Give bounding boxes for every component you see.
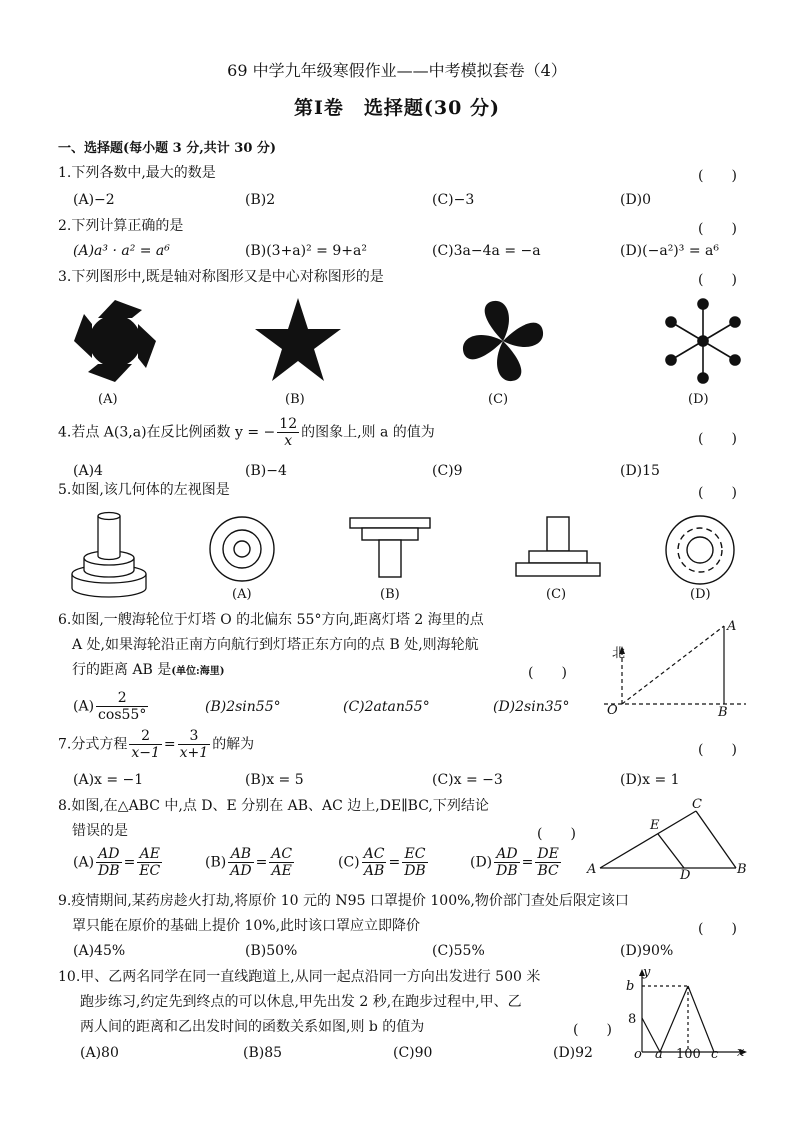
q6-o-label: O (607, 703, 618, 718)
q9-option-d[interactable]: (D)90% (620, 943, 674, 959)
star-icon (255, 298, 341, 381)
q4-option-a[interactable]: (A)4 (73, 463, 103, 479)
q3-figure-d[interactable] (658, 296, 748, 386)
q8-a-d2: EC (139, 863, 161, 880)
q8-b-n1: AB (228, 846, 253, 863)
q6-line1: 6.如图,一艘海轮位于灯塔 O 的北偏东 55°方向,距离灯塔 2 海里的点 (58, 612, 484, 628)
q8-line1: 8.如图,在△ABC 中,点 D、E 分别在 AB、AC 边上,DE∥BC,下列结论 (58, 798, 489, 814)
q8-c-pre: (C) (338, 854, 360, 871)
q7-option-d[interactable]: (D)x = 1 (620, 772, 680, 788)
q1-option-a[interactable]: (A)−2 (73, 192, 115, 208)
q10-b-label: b (626, 979, 635, 994)
q4-option-c[interactable]: (C)9 (432, 463, 463, 479)
q6-option-a-pre: (A) (73, 698, 95, 715)
q8-a-frac1 (96, 846, 122, 879)
q10-line1: 10.甲、乙两名同学在同一直线跑道上,从同一起点沿同一方向出发进行 500 米 (58, 969, 541, 985)
q5-view-d[interactable] (664, 514, 736, 586)
q5-view-b[interactable] (348, 515, 432, 579)
q8-b-d1: AD (230, 863, 252, 880)
q8-a-n2: AE (137, 846, 162, 863)
pinwheel-icon (463, 301, 543, 381)
q7-f2-den: x+1 (179, 745, 209, 762)
paper-title: 69 中学九年级寒假作业——中考模拟套卷（4） (227, 61, 567, 80)
q10-line3: 两人间的距离和乙出发时间的函数关系如图,则 b 的值为 (80, 1019, 425, 1035)
q8-a-n1: AD (96, 846, 122, 863)
q8-d-n2: DE (537, 846, 559, 862)
circle-with-quads-icon (74, 300, 156, 382)
q4-fraction (277, 416, 299, 449)
q7-f1-den: x−1 (131, 745, 160, 762)
q7-fraction-left (129, 728, 162, 761)
q5-label-a: (A) (232, 587, 252, 602)
q9-line1: 9.疫情期间,某药房趁火打劫,将原价 10 元的 N95 口罩提价 100%,物价部门查处后限定该口 (58, 893, 629, 909)
q8-d-d2: BC (537, 863, 559, 880)
q2-option-c[interactable]: (C)3a−4a = −a (432, 243, 541, 259)
q3-figure-b[interactable] (252, 294, 344, 386)
q8-b-frac2 (269, 846, 294, 879)
q8-c-d1: AB (363, 863, 385, 880)
q5-solid-figure (66, 508, 152, 600)
q8-c-n2: EC (402, 846, 428, 863)
q10-option-c[interactable]: (C)90 (393, 1045, 433, 1061)
q8-b-d2: AE (271, 863, 292, 880)
q7-eq: = (163, 736, 176, 753)
q7-f2-num: 3 (178, 728, 211, 745)
q10-answer-paren[interactable]: ( ) (573, 1022, 612, 1038)
q2-option-a[interactable]: (A)a³ · a² = a⁶ (73, 243, 170, 259)
q8-d-frac2 (535, 846, 560, 879)
q8-d-d1: DB (496, 863, 518, 880)
q6-a-label: A (727, 619, 737, 634)
q10-100-label: 100 (676, 1047, 701, 1062)
q7-option-a[interactable]: (A)x = −1 (73, 772, 144, 788)
q7-stem (58, 728, 254, 761)
q8-b-pre: (B) (205, 854, 227, 871)
q8-c-d2: DB (404, 863, 426, 880)
q6-line2: A 处,如果海轮沿正南方向航行到灯塔正东方向的点 B 处,则海轮航 (72, 637, 479, 653)
q1-answer-paren[interactable]: ( ) (698, 168, 737, 184)
q8-option-c[interactable] (338, 846, 430, 879)
q8-c-frac2 (402, 846, 428, 879)
q7-option-c[interactable]: (C)x = −3 (432, 772, 503, 788)
q8-option-b[interactable] (205, 846, 296, 879)
q9-option-a[interactable]: (A)45% (73, 943, 126, 959)
q2-option-b[interactable]: (B)(3+a)² = 9+a² (245, 243, 367, 259)
q10-eight-label: 8 (628, 1012, 637, 1027)
q10-c-label: c (711, 1047, 719, 1062)
q7-fraction-right (178, 728, 211, 761)
q1-option-d[interactable]: (D)0 (620, 192, 652, 208)
q9-line2: 罩只能在原价的基础上提价 10%,此时该口罩应立即降价 (72, 918, 421, 934)
q8-answer-paren[interactable]: ( ) (537, 826, 576, 842)
snowflake-icon (666, 299, 740, 383)
q8-a-eq: = (123, 854, 136, 871)
q2-answer-paren[interactable]: ( ) (698, 221, 737, 237)
q5-view-c[interactable] (514, 515, 602, 579)
q8-option-d[interactable] (470, 846, 563, 879)
q6-line3-text: 行的距离 AB 是 (72, 662, 172, 678)
q3-answer-paren[interactable]: ( ) (698, 272, 737, 288)
q2-option-d[interactable]: (D)(−a²)³ = a⁶ (620, 243, 719, 259)
q6-option-a-fraction (96, 690, 148, 723)
q1-option-b[interactable]: (B)2 (245, 192, 276, 208)
q8-c-n1: AC (363, 846, 385, 862)
q8-label-d: D (680, 868, 691, 883)
q6-b-label: B (718, 705, 728, 720)
q10-option-d[interactable]: (D)92 (553, 1045, 593, 1061)
q8-c-eq: = (388, 854, 401, 871)
q4-stem (58, 416, 435, 449)
q3-figure-a[interactable] (70, 296, 160, 386)
q7-option-b[interactable]: (B)x = 5 (245, 772, 304, 788)
q3-label-d: (D) (688, 392, 709, 407)
q10-a-label: a (655, 1047, 663, 1062)
q8-line2: 错误的是 (72, 823, 128, 839)
q4-stem-post: 的图象上,则 a 的值为 (301, 424, 435, 441)
q3-label-b: (B) (285, 392, 305, 407)
q6-north-label: 北 (612, 646, 626, 661)
q5-stem: 5.如图,该几何体的左视图是 (58, 482, 230, 498)
q8-a-d1: DB (98, 863, 120, 880)
q5-label-c: (C) (546, 587, 567, 602)
q3-figure-c[interactable] (458, 296, 548, 386)
q6-opta-den: cos55° (98, 707, 147, 724)
q8-label-b: B (737, 862, 747, 877)
q8-b-eq: = (255, 854, 268, 871)
q1-option-c[interactable]: (C)−3 (432, 192, 475, 208)
q6-option-b[interactable]: (B)2sin55° (205, 699, 281, 715)
q5-label-b: (B) (380, 587, 400, 602)
q8-a-frac2 (137, 846, 162, 879)
q6-opta-num: 2 (96, 690, 148, 707)
q4-answer-paren[interactable]: ( ) (698, 431, 737, 447)
q8-label-e: E (650, 818, 660, 833)
q8-d-n1: AD (494, 846, 520, 863)
q10-x-label: x (737, 1045, 745, 1060)
q6-answer-paren[interactable]: ( ) (528, 665, 567, 681)
q10-o-label: o (634, 1047, 642, 1062)
q9-answer-paren[interactable]: ( ) (698, 921, 737, 937)
q8-b-frac1 (228, 846, 253, 879)
q8-d-eq: = (521, 854, 534, 871)
q5-label-d: (D) (690, 587, 711, 602)
q1-stem: 1.下列各数中,最大的数是 (58, 165, 216, 181)
q7-stem-pre: 7.分式方程 (58, 736, 128, 753)
q7-answer-paren[interactable]: ( ) (698, 742, 737, 758)
q8-d-pre: (D) (470, 854, 493, 871)
q8-d-frac1 (494, 846, 520, 879)
q2-stem: 2.下列计算正确的是 (58, 218, 184, 234)
q8-option-a[interactable] (73, 846, 164, 879)
q5-answer-paren[interactable]: ( ) (698, 485, 737, 501)
q4-stem-pre: 4.若点 A(3,a)在反比例函数 y = − (58, 424, 276, 441)
q10-option-a[interactable]: (A)80 (80, 1045, 119, 1061)
q3-label-c: (C) (488, 392, 509, 407)
q10-option-b[interactable]: (B)85 (243, 1045, 283, 1061)
q8-label-a: A (587, 862, 597, 877)
q3-stem: 3.下列图形中,既是轴对称图形又是中心对称图形的是 (58, 269, 384, 285)
q7-stem-post: 的解为 (212, 736, 255, 753)
q6-option-c[interactable]: (C)2atan55° (343, 699, 430, 715)
q6-option-d[interactable]: (D)2sin35° (493, 699, 570, 715)
q8-triangle-figure (596, 798, 746, 878)
q8-c-frac1 (362, 846, 387, 879)
q8-b-n2: AC (271, 846, 293, 862)
q8-a-pre: (A) (73, 854, 95, 871)
q4-frac-num: 12 (279, 416, 298, 432)
q4-option-b[interactable]: (B)−4 (245, 463, 287, 479)
q6-line3 (72, 662, 224, 679)
q3-label-a: (A) (98, 392, 118, 407)
q6-unit: (单位:海里) (171, 666, 225, 677)
section-heading: 一、选择题(每小题 3 分,共计 30 分) (58, 141, 277, 156)
q5-view-a[interactable] (208, 515, 276, 583)
q10-line2: 跑步练习,约定先到终点的可以休息,甲先出发 2 秒,在跑步过程中,甲、乙 (80, 994, 522, 1010)
paper-subtitle: 第Ⅰ卷 选择题(30 分) (294, 97, 500, 119)
q9-option-c[interactable]: (C)55% (432, 943, 485, 959)
q4-option-d[interactable]: (D)15 (620, 463, 660, 479)
q4-frac-den: x (284, 433, 293, 450)
q7-f1-num: 2 (129, 728, 162, 745)
q9-option-b[interactable]: (B)50% (245, 943, 298, 959)
q6-option-a[interactable] (73, 690, 150, 723)
q8-label-c: C (692, 797, 702, 812)
q10-y-label: y (643, 965, 651, 980)
